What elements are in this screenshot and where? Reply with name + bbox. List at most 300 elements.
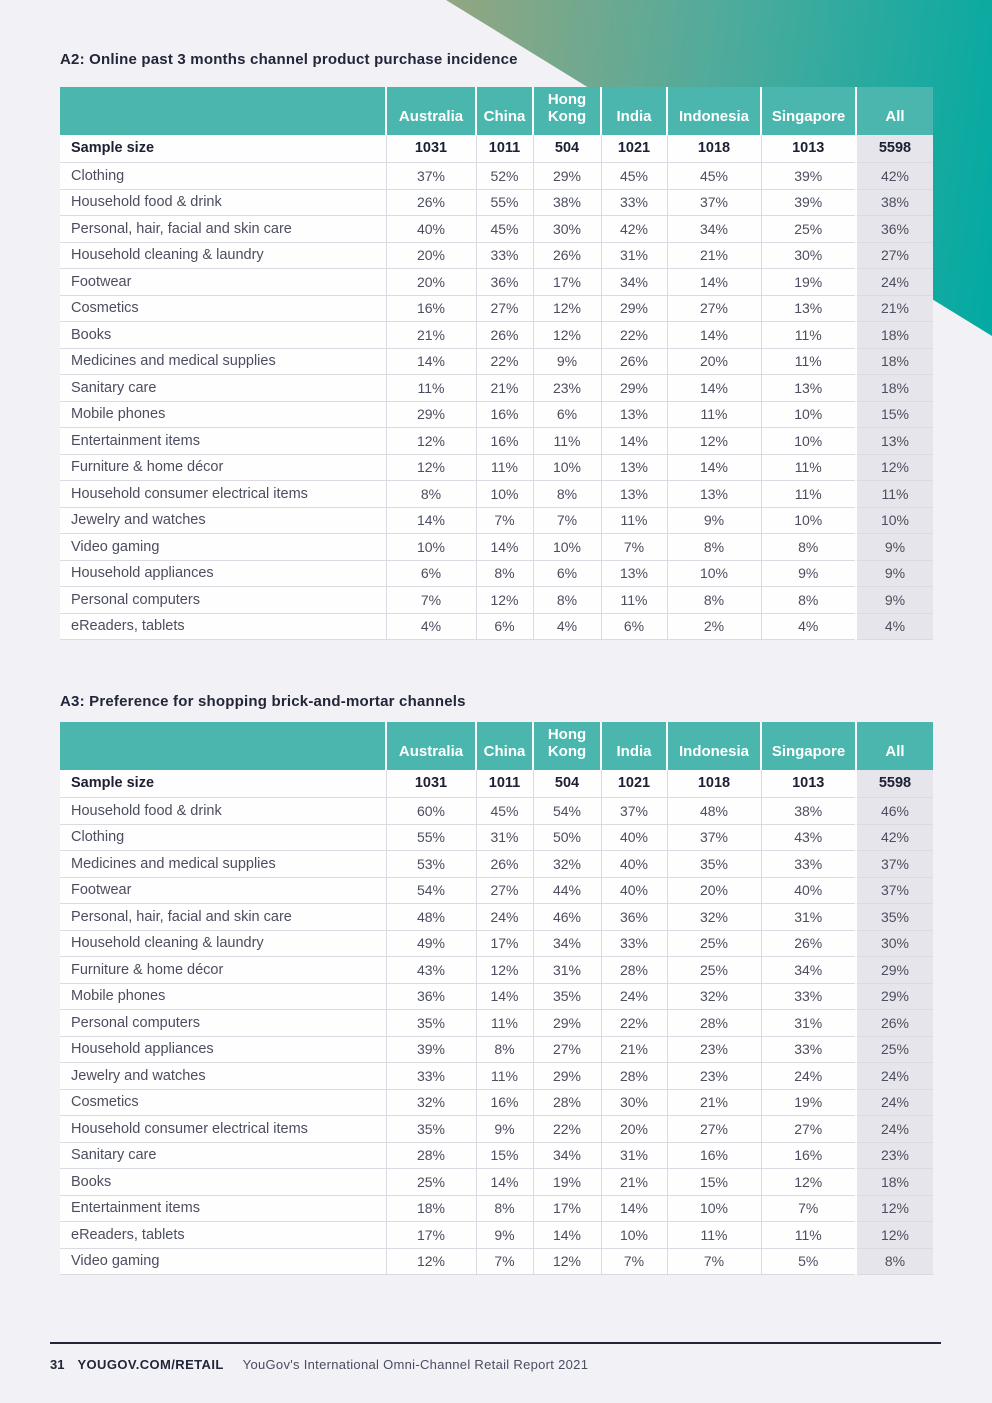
table-cell: 22%	[533, 1116, 601, 1143]
table-cell: 504	[533, 135, 601, 163]
table-cell: 37%	[667, 824, 761, 851]
row-label: Household food & drink	[60, 798, 386, 825]
table-cell: 21%	[386, 322, 476, 349]
table-cell: 22%	[601, 1010, 667, 1037]
table-row	[60, 1089, 933, 1116]
column-header-hong-kong: Hong Kong	[533, 87, 601, 135]
table-cell: 12%	[533, 295, 601, 322]
row-label: eReaders, tablets	[60, 613, 386, 640]
table-cell: 14%	[386, 507, 476, 534]
table-cell: 28%	[386, 1142, 476, 1169]
table-cell: 48%	[667, 798, 761, 825]
header-row	[60, 722, 933, 770]
table-cell: 33%	[386, 1063, 476, 1090]
table-cell: 10%	[386, 534, 476, 561]
table-cell: 12%	[476, 957, 533, 984]
table-cell: 14%	[667, 322, 761, 349]
row-label: Cosmetics	[60, 295, 386, 322]
table-cell: 11%	[667, 401, 761, 428]
table-cell: 31%	[761, 1010, 856, 1037]
table-cell: 12%	[761, 1169, 856, 1196]
table-cell: 34%	[667, 216, 761, 243]
row-label: Jewelry and watches	[60, 1063, 386, 1090]
table-row	[60, 1222, 933, 1249]
table-row	[60, 348, 933, 375]
table-cell: 16%	[476, 1089, 533, 1116]
table-cell: 35%	[856, 904, 933, 931]
table-cell: 11%	[761, 1222, 856, 1249]
table-cell: 8%	[476, 1036, 533, 1063]
table-cell: 9%	[856, 560, 933, 587]
table-row	[60, 375, 933, 402]
table-row	[60, 1195, 933, 1222]
footer-site-link[interactable]: YOUGOV.COM/RETAIL	[77, 1357, 224, 1372]
table-cell: 16%	[761, 1142, 856, 1169]
row-label: Household appliances	[60, 560, 386, 587]
table-cell: 17%	[386, 1222, 476, 1249]
table-cell: 21%	[601, 1036, 667, 1063]
table-cell: 5598	[856, 135, 933, 163]
table-cell: 24%	[856, 269, 933, 296]
table-cell: 7%	[386, 587, 476, 614]
table-cell: 55%	[476, 189, 533, 216]
table-cell: 19%	[533, 1169, 601, 1196]
table-cell: 21%	[667, 242, 761, 269]
table-cell: 1021	[601, 770, 667, 798]
table-cell: 38%	[533, 189, 601, 216]
table-cell: 24%	[601, 983, 667, 1010]
table-cell: 31%	[476, 824, 533, 851]
table-row	[60, 877, 933, 904]
table-cell: 13%	[601, 481, 667, 508]
table-cell: 19%	[761, 1089, 856, 1116]
table-cell: 40%	[601, 851, 667, 878]
table-row	[60, 322, 933, 349]
table-row	[60, 428, 933, 455]
table-cell: 8%	[761, 534, 856, 561]
table-cell: 33%	[601, 189, 667, 216]
table-cell: 26%	[476, 851, 533, 878]
table-cell: 10%	[856, 507, 933, 534]
table-cell: 4%	[533, 613, 601, 640]
table-cell: 53%	[386, 851, 476, 878]
page-number: 31	[50, 1357, 65, 1372]
table-cell: 32%	[667, 904, 761, 931]
table-row	[60, 216, 933, 243]
table-cell: 7%	[476, 1248, 533, 1275]
row-label: Medicines and medical supplies	[60, 851, 386, 878]
table-cell: 11%	[601, 507, 667, 534]
table-cell: 10%	[601, 1222, 667, 1249]
table-cell: 10%	[476, 481, 533, 508]
column-header-all: All	[856, 722, 933, 770]
table-cell: 40%	[761, 877, 856, 904]
table-cell: 23%	[533, 375, 601, 402]
table-cell: 1031	[386, 135, 476, 163]
table-cell: 20%	[667, 877, 761, 904]
table-cell: 26%	[856, 1010, 933, 1037]
table-cell: 40%	[601, 824, 667, 851]
footer-report-title: YouGov's International Omni-Channel Retail Report 2021	[242, 1357, 589, 1372]
table-cell: 12%	[386, 454, 476, 481]
table-a3-title: A3: Preference for shopping brick-and-mortar channels	[60, 693, 466, 710]
table-cell: 504	[533, 770, 601, 798]
table-cell: 52%	[476, 163, 533, 190]
table-cell: 32%	[386, 1089, 476, 1116]
table-cell: 20%	[667, 348, 761, 375]
table-cell: 40%	[386, 216, 476, 243]
table-cell: 11%	[761, 454, 856, 481]
table-cell: 29%	[601, 295, 667, 322]
table-cell: 26%	[601, 348, 667, 375]
table-cell: 49%	[386, 930, 476, 957]
row-label: Entertainment items	[60, 1195, 386, 1222]
column-header-india: India	[601, 722, 667, 770]
table-cell: 5%	[761, 1248, 856, 1275]
table-cell: 18%	[856, 375, 933, 402]
table-cell: 24%	[856, 1089, 933, 1116]
table-cell: 11%	[476, 454, 533, 481]
table-cell: 43%	[761, 824, 856, 851]
table-cell: 54%	[533, 798, 601, 825]
table-cell: 31%	[761, 904, 856, 931]
table-row	[60, 189, 933, 216]
table-cell: 17%	[533, 269, 601, 296]
table-cell: 8%	[386, 481, 476, 508]
table-cell: 45%	[601, 163, 667, 190]
table-row	[60, 1036, 933, 1063]
table-cell: 34%	[533, 1142, 601, 1169]
table-cell: 13%	[601, 401, 667, 428]
table-cell: 27%	[667, 295, 761, 322]
table-row	[60, 163, 933, 190]
column-header-indonesia: Indonesia	[667, 87, 761, 135]
table-cell: 8%	[667, 534, 761, 561]
table-cell: 23%	[667, 1036, 761, 1063]
table-cell: 19%	[761, 269, 856, 296]
table-cell: 10%	[761, 428, 856, 455]
table-cell: 12%	[386, 428, 476, 455]
row-label: Furniture & home décor	[60, 454, 386, 481]
table-cell: 24%	[856, 1063, 933, 1090]
table-cell: 29%	[856, 983, 933, 1010]
table-cell: 36%	[856, 216, 933, 243]
table-cell: 35%	[667, 851, 761, 878]
table-cell: 35%	[386, 1010, 476, 1037]
table-row	[60, 269, 933, 296]
row-label-header	[60, 722, 386, 770]
table-cell: 22%	[601, 322, 667, 349]
table-cell: 8%	[533, 587, 601, 614]
row-label: Video gaming	[60, 534, 386, 561]
row-label: Household cleaning & laundry	[60, 242, 386, 269]
table-cell: 10%	[667, 1195, 761, 1222]
table-cell: 21%	[667, 1089, 761, 1116]
table-cell: 8%	[533, 481, 601, 508]
row-label: Medicines and medical supplies	[60, 348, 386, 375]
row-label: Mobile phones	[60, 983, 386, 1010]
table-cell: 18%	[386, 1195, 476, 1222]
table-cell: 8%	[667, 587, 761, 614]
table-cell: 12%	[856, 454, 933, 481]
table-cell: 4%	[761, 613, 856, 640]
table-cell: 14%	[386, 348, 476, 375]
table-cell: 36%	[386, 983, 476, 1010]
column-header-singapore: Singapore	[761, 722, 856, 770]
table-row	[60, 454, 933, 481]
row-label: Jewelry and watches	[60, 507, 386, 534]
table-cell: 9%	[667, 507, 761, 534]
column-header-all: All	[856, 87, 933, 135]
table-row	[60, 1169, 933, 1196]
table-cell: 42%	[601, 216, 667, 243]
table-cell: 1013	[761, 770, 856, 798]
table-cell: 14%	[476, 1169, 533, 1196]
table-cell: 31%	[533, 957, 601, 984]
table-cell: 8%	[476, 1195, 533, 1222]
table-cell: 27%	[667, 1116, 761, 1143]
column-header-india: India	[601, 87, 667, 135]
table-cell: 48%	[386, 904, 476, 931]
table-cell: 10%	[533, 534, 601, 561]
table-cell: 33%	[761, 1036, 856, 1063]
row-label: Footwear	[60, 269, 386, 296]
table-cell: 11%	[386, 375, 476, 402]
table-cell: 20%	[386, 269, 476, 296]
row-label: Household consumer electrical items	[60, 481, 386, 508]
table-cell: 11%	[601, 587, 667, 614]
table-row	[60, 401, 933, 428]
table-cell: 7%	[667, 1248, 761, 1275]
table-cell: 7%	[761, 1195, 856, 1222]
table-cell: 27%	[476, 295, 533, 322]
column-header-china: China	[476, 722, 533, 770]
table-cell: 26%	[761, 930, 856, 957]
table-row	[60, 560, 933, 587]
table-row	[60, 534, 933, 561]
table-cell: 9%	[533, 348, 601, 375]
table-row	[60, 1116, 933, 1143]
table-cell: 28%	[667, 1010, 761, 1037]
table-cell: 8%	[476, 560, 533, 587]
table-cell: 13%	[667, 481, 761, 508]
table-cell: 11%	[761, 481, 856, 508]
table-row	[60, 851, 933, 878]
row-label: Clothing	[60, 163, 386, 190]
table-cell: 13%	[601, 560, 667, 587]
table-cell: 46%	[533, 904, 601, 931]
table-cell: 22%	[476, 348, 533, 375]
header-row	[60, 87, 933, 135]
table-cell: 11%	[533, 428, 601, 455]
table-cell: 9%	[856, 587, 933, 614]
table-cell: 32%	[533, 851, 601, 878]
table-cell: 4%	[386, 613, 476, 640]
table-cell: 35%	[386, 1116, 476, 1143]
table-cell: 18%	[856, 348, 933, 375]
table-cell: 12%	[533, 1248, 601, 1275]
table-cell: 14%	[476, 534, 533, 561]
table-cell: 1013	[761, 135, 856, 163]
table-row	[60, 613, 933, 640]
table-cell: 26%	[386, 189, 476, 216]
table-cell: 23%	[667, 1063, 761, 1090]
table-cell: 38%	[761, 798, 856, 825]
table-cell: 14%	[476, 983, 533, 1010]
table-cell: 24%	[856, 1116, 933, 1143]
row-label: Footwear	[60, 877, 386, 904]
row-label: Sanitary care	[60, 375, 386, 402]
table-cell: 42%	[856, 163, 933, 190]
table-cell: 1018	[667, 770, 761, 798]
table-cell: 32%	[667, 983, 761, 1010]
table-cell: 9%	[476, 1222, 533, 1249]
table-cell: 7%	[476, 507, 533, 534]
table-row	[60, 507, 933, 534]
table-cell: 2%	[667, 613, 761, 640]
table-cell: 16%	[667, 1142, 761, 1169]
table-cell: 7%	[601, 1248, 667, 1275]
table-cell: 29%	[533, 1010, 601, 1037]
table-cell: 37%	[667, 189, 761, 216]
table-cell: 1018	[667, 135, 761, 163]
table-cell: 13%	[761, 375, 856, 402]
table-cell: 50%	[533, 824, 601, 851]
table-cell: 27%	[533, 1036, 601, 1063]
row-label: Household cleaning & laundry	[60, 930, 386, 957]
table-cell: 14%	[601, 428, 667, 455]
table-row	[60, 983, 933, 1010]
row-label: Entertainment items	[60, 428, 386, 455]
table-cell: 11%	[761, 348, 856, 375]
row-label: eReaders, tablets	[60, 1222, 386, 1249]
table-cell: 8%	[761, 587, 856, 614]
table-cell: 20%	[386, 242, 476, 269]
table-cell: 21%	[476, 375, 533, 402]
row-label: Furniture & home décor	[60, 957, 386, 984]
table-cell: 10%	[667, 560, 761, 587]
table-cell: 24%	[761, 1063, 856, 1090]
table-cell: 8%	[856, 1248, 933, 1275]
row-label: Sample size	[60, 135, 386, 163]
table-row	[60, 904, 933, 931]
column-header-australia: Australia	[386, 87, 476, 135]
table-cell: 31%	[601, 1142, 667, 1169]
table-cell: 7%	[601, 534, 667, 561]
table-cell: 44%	[533, 877, 601, 904]
table-cell: 1011	[476, 770, 533, 798]
table-row	[60, 1142, 933, 1169]
table-cell: 11%	[856, 481, 933, 508]
table-cell: 16%	[476, 428, 533, 455]
table-cell: 15%	[856, 401, 933, 428]
table-cell: 14%	[533, 1222, 601, 1249]
table-row	[60, 798, 933, 825]
table-row	[60, 930, 933, 957]
table-cell: 30%	[856, 930, 933, 957]
column-header-hong-kong: Hong Kong	[533, 722, 601, 770]
row-label: Mobile phones	[60, 401, 386, 428]
table-cell: 37%	[856, 877, 933, 904]
table-cell: 16%	[476, 401, 533, 428]
table-cell: 25%	[386, 1169, 476, 1196]
table-cell: 12%	[856, 1195, 933, 1222]
row-label: Cosmetics	[60, 1089, 386, 1116]
row-label-header	[60, 87, 386, 135]
table-cell: 60%	[386, 798, 476, 825]
table-row	[60, 481, 933, 508]
page-footer	[50, 1342, 941, 1372]
row-label: Video gaming	[60, 1248, 386, 1275]
table-cell: 45%	[476, 798, 533, 825]
column-header-australia: Australia	[386, 722, 476, 770]
table-cell: 12%	[856, 1222, 933, 1249]
table-row	[60, 242, 933, 269]
table-cell: 38%	[856, 189, 933, 216]
table-cell: 28%	[601, 1063, 667, 1090]
row-label: Sanitary care	[60, 1142, 386, 1169]
column-header-china: China	[476, 87, 533, 135]
column-header-singapore: Singapore	[761, 87, 856, 135]
table-cell: 1031	[386, 770, 476, 798]
table-cell: 33%	[761, 851, 856, 878]
table-cell: 13%	[601, 454, 667, 481]
table-cell: 6%	[386, 560, 476, 587]
table-cell: 29%	[601, 375, 667, 402]
table-cell: 31%	[601, 242, 667, 269]
column-header-indonesia: Indonesia	[667, 722, 761, 770]
table-cell: 10%	[761, 401, 856, 428]
table-cell: 12%	[386, 1248, 476, 1275]
table-cell: 10%	[761, 507, 856, 534]
table-cell: 21%	[856, 295, 933, 322]
table-cell: 25%	[667, 930, 761, 957]
table-cell: 27%	[476, 877, 533, 904]
table-cell: 29%	[533, 163, 601, 190]
table-a2-title: A2: Online past 3 months channel product purchase incidence	[60, 51, 518, 68]
table-cell: 13%	[761, 295, 856, 322]
table-cell: 28%	[601, 957, 667, 984]
table-cell: 17%	[476, 930, 533, 957]
table-cell: 16%	[386, 295, 476, 322]
table-cell: 30%	[601, 1089, 667, 1116]
row-label: Books	[60, 322, 386, 349]
table-cell: 25%	[856, 1036, 933, 1063]
table-cell: 40%	[601, 877, 667, 904]
table-cell: 34%	[533, 930, 601, 957]
table-cell: 18%	[856, 322, 933, 349]
table-cell: 23%	[856, 1142, 933, 1169]
table-cell: 34%	[601, 269, 667, 296]
table-cell: 9%	[476, 1116, 533, 1143]
table-cell: 45%	[667, 163, 761, 190]
table-cell: 4%	[856, 613, 933, 640]
table-cell: 6%	[533, 560, 601, 587]
table-row	[60, 587, 933, 614]
table-cell: 33%	[601, 930, 667, 957]
table-cell: 36%	[601, 904, 667, 931]
row-label: Household appliances	[60, 1036, 386, 1063]
table-cell: 33%	[476, 242, 533, 269]
table-cell: 46%	[856, 798, 933, 825]
table-cell: 30%	[533, 216, 601, 243]
sample-size-row	[60, 770, 933, 798]
table-cell: 36%	[476, 269, 533, 296]
row-label: Sample size	[60, 770, 386, 798]
row-label: Personal, hair, facial and skin care	[60, 904, 386, 931]
table-cell: 28%	[533, 1089, 601, 1116]
table-cell: 11%	[476, 1063, 533, 1090]
